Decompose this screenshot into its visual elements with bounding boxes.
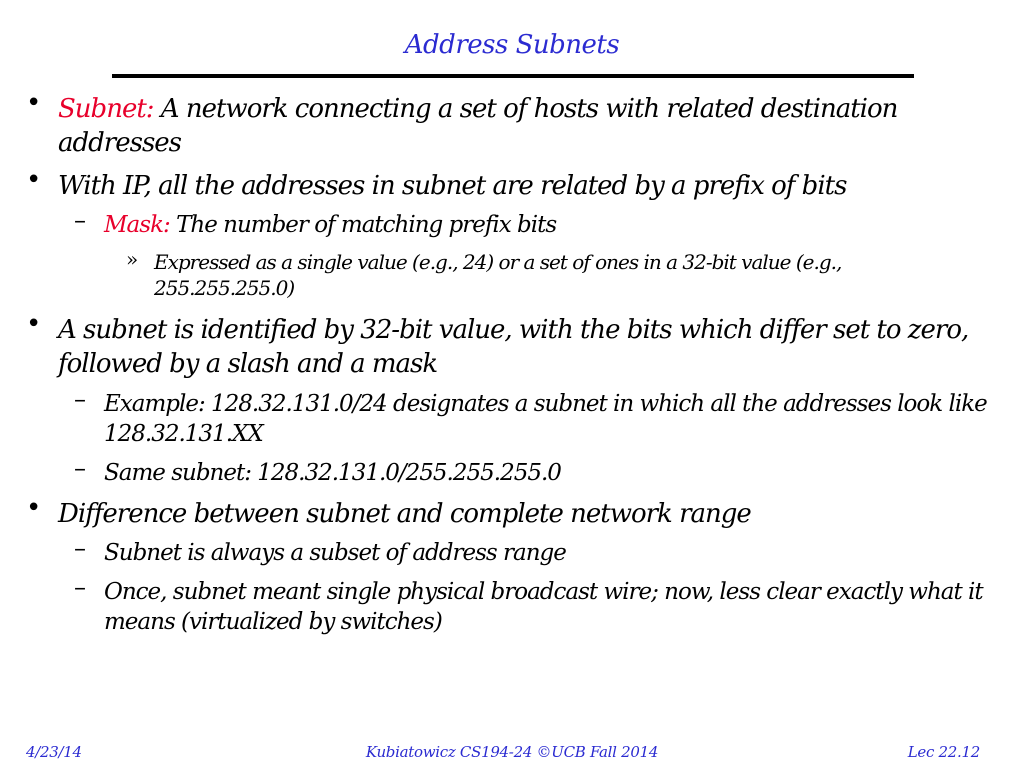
dash-marker: – <box>74 206 86 234</box>
footer-date: 4/23/14 <box>26 743 82 761</box>
bullet-text <box>58 92 988 160</box>
dash-marker: – <box>74 534 86 562</box>
bullet-text <box>104 210 1004 240</box>
chevron-marker: » <box>126 247 139 271</box>
bullet-marker: • <box>26 165 42 195</box>
dash-marker: – <box>74 573 86 601</box>
dash-marker: – <box>74 385 86 413</box>
bullet-body: A network connecting a set of hosts with related destination addresses <box>58 94 898 158</box>
bullet-text: Expressed as a single value (e.g., 24) or a set of ones in a 32-bit value (e.g., 255.255.255.0) <box>154 250 842 300</box>
footer-course: Kubiatowicz CS194-24 ©UCB Fall 2014 <box>365 743 659 761</box>
bullet-marker: • <box>26 88 42 118</box>
bullet-text: Once, subnet meant single physical broadcast wire; now, less clear exactly what it means (virtualized by switches) <box>104 579 983 635</box>
footer-lecture-number: Lec 22.12 <box>907 743 980 761</box>
bullet-text: Subnet is always a subset of address range <box>104 540 566 566</box>
title-underline <box>112 74 914 78</box>
bullet-text: Same subnet: 128.32.131.0/255.255.255.0 <box>104 460 561 486</box>
slide-title: Address Subnets <box>404 30 620 60</box>
bullet-body: The number of matching prefix bits <box>169 212 557 238</box>
bullet-text: Difference between subnet and complete network range <box>58 499 751 529</box>
dash-marker: – <box>74 454 86 482</box>
bullet-marker: • <box>26 309 42 339</box>
term-subnet: Subnet: <box>58 94 154 124</box>
bullet-text: A subnet is identified by 32-bit value, with the bits which differ set to zero, followed by a slash and a mask <box>58 315 969 379</box>
bullet-text: With IP, all the addresses in subnet are related by a prefix of bits <box>58 171 847 201</box>
bullet-marker: • <box>26 493 42 523</box>
bullet-text: Example: 128.32.131.0/24 designates a subnet in which all the addresses look like 128.32.131.XX <box>104 391 987 447</box>
term-mask: Mask: <box>104 212 170 238</box>
